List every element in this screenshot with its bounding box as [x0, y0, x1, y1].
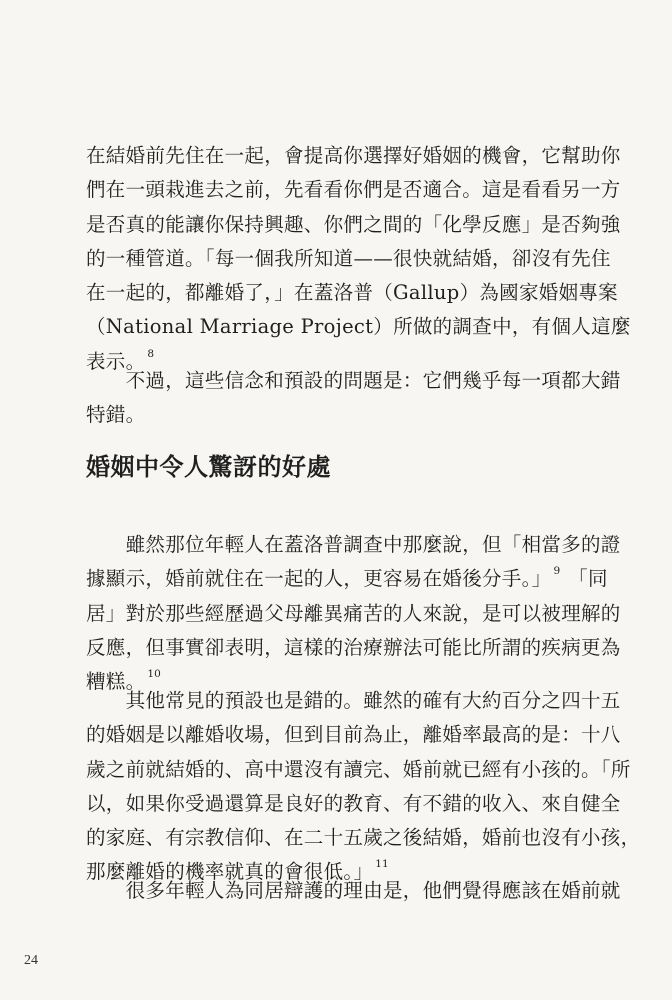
footnote-marker: 11	[375, 858, 389, 871]
text-segment: 「同	[568, 567, 608, 591]
text-line: 歲之前就結婚的、高中還沒有讀完、婚前就已經有小孩的。「所	[86, 757, 631, 781]
footnote-marker: 8	[147, 347, 155, 360]
text-line: （National Marriage Project）所做的調查中，有個人這麼	[86, 315, 631, 339]
text-line: 居」對於那些經歷過父母離異痛苦的人來說，是可以被理解的	[86, 601, 621, 625]
text-segment: 表示。	[86, 349, 146, 373]
text-line: 以，如果你受過還算是良好的教育、有不錯的收入、來自健全	[86, 791, 621, 815]
text-line: 在一起的，都離婚了，」在蓋洛普（Gallup）為國家婚姻專案	[86, 281, 618, 305]
text-segment: 據顯示，婚前就住在一起的人，更容易在婚後分手。」	[86, 567, 552, 591]
text-line: 反應，但事實卻表明，這樣的治療辦法可能比所謂的疾病更為	[86, 635, 621, 659]
section-paragraph-1	[86, 528, 621, 699]
text-line: 其他常見的預設也是錯的。雖然的確有大約百分之四十五	[86, 689, 621, 712]
section-paragraph-3	[86, 874, 621, 908]
section-paragraph-2	[86, 684, 641, 890]
text-line: 們在一頭栽進去之前，先看看你們是否適合。這是看看另一方	[86, 178, 621, 202]
intro-paragraph-1	[86, 139, 631, 379]
text-segment: 那麼離婚的機率就真的會很低。」	[86, 860, 374, 884]
text-line: 在結婚前先住在一起，會提高你選擇好婚姻的機會，它幫助你	[86, 144, 621, 167]
section-heading: 婚姻中令人驚訝的好處	[86, 452, 331, 481]
intro-paragraph-2	[86, 364, 621, 433]
text-line: 的婚姻是以離婚收場，但到目前為止，離婚率最高的是：十八	[86, 723, 621, 747]
text-line: 的一種管道。「每一個我所知道——很快就結婚，卻沒有先住	[86, 246, 611, 270]
text-line: 是否真的能讓你保持興趣、你們之間的「化學反應」是否夠強	[86, 212, 621, 236]
text-line: 不過，這些信念和預設的問題是：它們幾乎每一項都大錯	[86, 369, 621, 392]
text-line: 很多年輕人為同居辯護的理由是，他們覺得應該在婚前就	[86, 879, 621, 902]
text-line: 的家庭、有宗教信仰、在二十五歲之後結婚，婚前也沒有小孩，	[86, 826, 641, 850]
text-line: 特錯。	[86, 403, 146, 427]
text-line	[86, 562, 608, 596]
footnote-marker: 9	[553, 565, 561, 578]
page-number: 24	[24, 953, 38, 968]
text-segment: 糟糕。	[86, 670, 146, 694]
text-line: 雖然那位年輕人在蓋洛普調查中那麼說，但「相當多的證	[86, 533, 621, 556]
footnote-marker: 10	[147, 668, 161, 681]
